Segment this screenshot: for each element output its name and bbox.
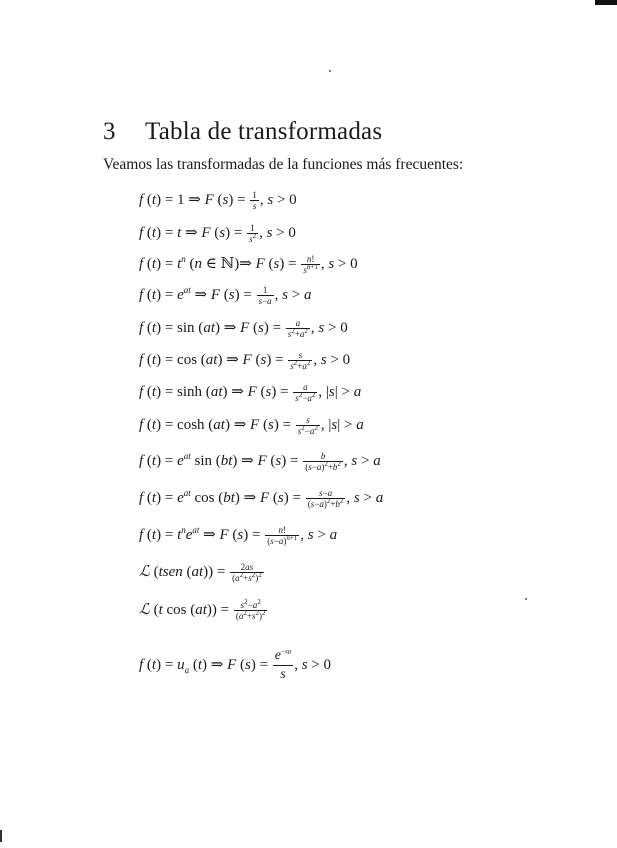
item-formula: f (t) = t ⇒ F (s) = $\frac{1}{s^2}$ , s > 0 (139, 223, 296, 245)
item-formula: f (t) = sinh (at) ⇒ F (s) = $\frac{a}{s^2-a^2}$ , |s| > a (139, 382, 362, 404)
intro-text: Veamos las transformadas de la funciones más frecuentes: (103, 156, 464, 173)
scan-edge-mark (0, 830, 2, 842)
scan-speck (525, 598, 527, 600)
item-formula: f $(t) = t^ne^{at}$ ⇒ F (s) = $\frac{n!}{(s-a)^{n+1}}$ , s > a (139, 525, 338, 547)
item-formula: ℒ (t cos (at)) = $\frac{s^2-a^2}{(a^2+s^2)^2}$ (139, 598, 266, 622)
section-title: Tabla de transformadas (145, 118, 383, 145)
item-formula: f $(t) = t^n$ (n ∈ ℕ)⇒ F (s) = $\frac{n!}{s^{n+1}}$ , s > 0 (139, 254, 358, 276)
section-heading (103, 118, 382, 146)
item-formula: f $(t) = e^{at}$ sin (bt) ⇒ F (s) = $\frac{b}{(s-a)^2+b^2}$ , s > a (139, 451, 381, 473)
item-formula: f $(t) = u_a$ (t) ⇒ F (s) = $\frac{e^{-sa}}{s}$ , s > 0 (139, 647, 332, 682)
item-formula: f (t) = cosh (at) ⇒ F (s) = $\frac{s}{s^2-a^2}$ , |s| > a (139, 415, 364, 437)
scan-speck (329, 70, 331, 72)
item-formula: f (t) = cos (at) ⇒ F (s) = $\frac{s}{s^2+a^2}$ , s > 0 (139, 350, 351, 372)
item-formula: f (t) = 1 ⇒ F (s) = $\frac{1}{s}$ , s > 0 (139, 190, 297, 212)
item-formula: f $(t) = e^{at}$ ⇒ F (s) = $\frac{1}{s-a}$ , s > a (139, 285, 312, 307)
scan-corner-mark (595, 0, 617, 5)
item-formula: ℒ (tsen (at)) = $\frac{2as}{(a^2+s^2)^2}$ (139, 562, 262, 584)
item-formula: f (t) = sin (at) ⇒ F (s) = $\frac{a}{s^2+a^2}$ , s > 0 (139, 318, 348, 340)
item-formula: f $(t) = e^{at}$ cos (bt) ⇒ F (s) = $\frac{s-a}{(s-a)^2+b^2}$ , s > a (139, 488, 384, 510)
section-number: 3 (103, 118, 116, 145)
